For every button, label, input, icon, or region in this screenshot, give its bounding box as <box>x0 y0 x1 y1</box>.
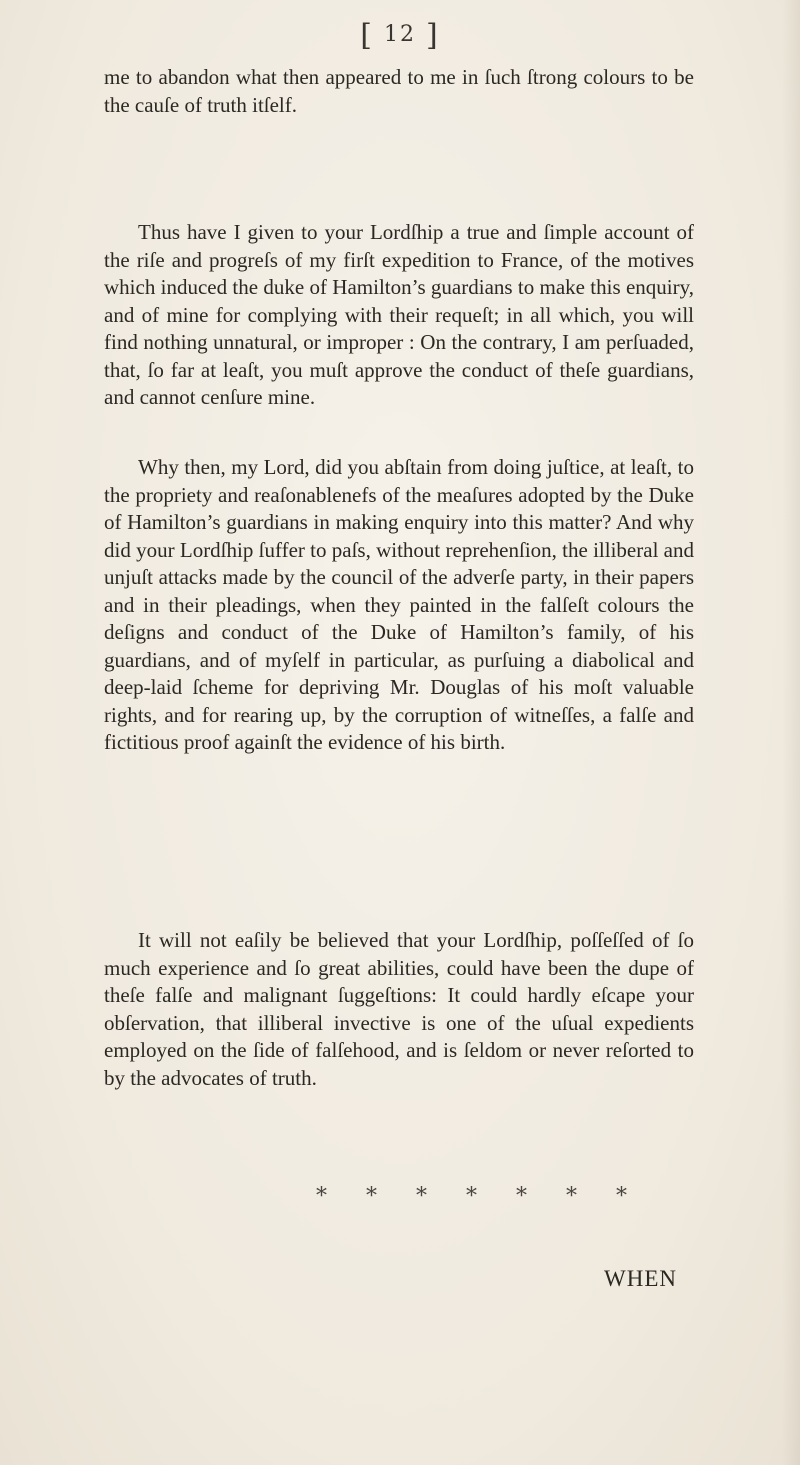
paragraph-text: It will not eaſily be believed that your Lordſhip, poſſeſſed of ſo much experience and ſo great abilities, could have been the dupe of theſe falſe and malignant ſuggeſtions: It could hardly eſcape your obſervation, that illiberal invective is one of the uſual expedients employed on the ſide of falſehood, and is ſeldom or never reſorted to by the advocates of truth. <box>104 928 694 1090</box>
page-edge-shadow <box>782 0 800 1465</box>
paragraph-not-easily-believed <box>104 927 694 1092</box>
bracket-open: [ <box>360 18 374 53</box>
bracket-close: ] <box>426 18 440 53</box>
page-number: 12 <box>384 22 416 47</box>
paragraph-text: me to abandon what then appeared to me in ſuch ſtrong colours to be the cauſe of truth itſelf. <box>104 65 694 117</box>
page-header <box>0 18 800 53</box>
paragraph-continuation <box>104 64 694 119</box>
paragraph-account <box>104 219 694 412</box>
catchword: WHEN <box>604 1266 677 1291</box>
paragraph-why-then <box>104 454 694 757</box>
section-separator: * * * * * * * <box>316 1184 643 1209</box>
paragraph-text: Thus have I given to your Lordſhip a true and ſimple account of the riſe and progreſs of my firſt expedition to France, of the motives which induced the duke of Hamilton’s guardians to make this enquiry, and of mine for complying with their requeſt; in all which, you will find nothing unnatural, or improper : On the contrary, I am perſuaded, that, ſo far at leaſt, you muſt approve the conduct of theſe guardians, and cannot cenſure mine. <box>104 220 694 409</box>
paragraph-text: Why then, my Lord, did you abſtain from doing juſtice, at leaſt, to the propriety and reaſonablenefs of the meaſures adopted by the Duke of Hamilton’s guardians in making enquiry into this matter? And why did your Lordſhip ſuffer to paſs, without reprehenſion, the illiberal and unjuſt attacks made by the council of the adverſe party, in their papers and in their pleadings, when they painted in the falſeſt colours the deſigns and conduct of the Duke of Hamilton’s family, of his guardians, and of myſelf in particular, as purſuing a diabolical and deep-laid ſcheme for depriving Mr. Douglas of his moſt valuable rights, and for rearing up, by the corruption of witneſſes, a falſe and fictitious proof againſt the evidence of his birth. <box>104 455 694 754</box>
